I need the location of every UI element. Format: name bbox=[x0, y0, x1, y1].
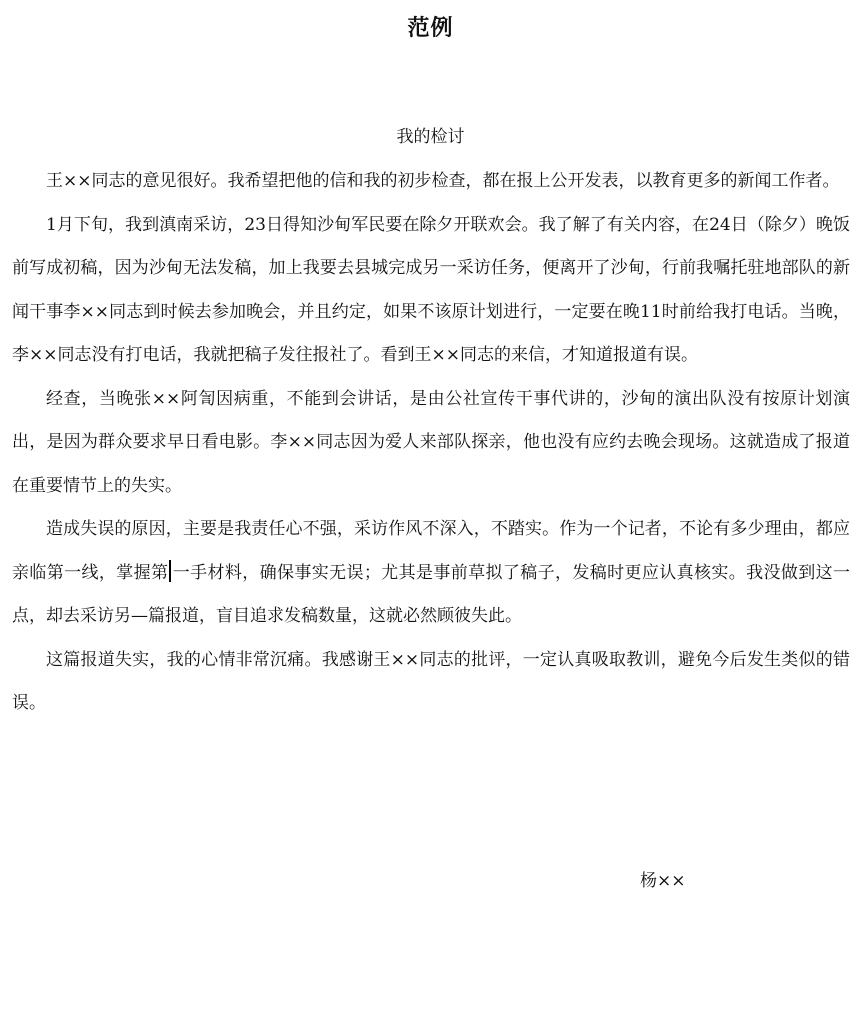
paragraph-4 bbox=[12, 508, 850, 639]
paragraph-3: 经查，当晚张××阿訇因病重，不能到会讲话，是由公社宣传干事代讲的，沙甸的演出队没有按原计划演出，是因为群众要求早日看电影。李××同志因为爱人来部队探亲，他也没有应约去晚会现场。这就造成了报道在重要情节上的失实。 bbox=[12, 388, 850, 496]
document-body[interactable] bbox=[12, 160, 850, 726]
paragraph-2: 1月下旬，我到滇南采访，23日得知沙甸军民要在除夕开联欢会。我了解了有关内容，在24日（除夕）晚饭前写成初稿，因为沙甸无法发稿，加上我要去县城完成另一采访任务，便离开了沙甸，行前我嘱托驻地部队的新闻干事李××同志到时候去参加晚会，并且约定，如果不该原计划进行，一定要在晚11时前给我打电话。当晚，李××同志没有打电话，我就把稿子发往报社了。看到王××同志的来信，才知道报道有误。 bbox=[12, 214, 850, 365]
paragraph-4-text-after-cursor: 一手材料，确保事实无误；尤其是事前草拟了稿子，发稿时更应认真核实。我没做到这一点，却去采访另—篇报道，盲目追求发稿数量，这就必然顾彼失此。 bbox=[12, 562, 850, 626]
paragraph-4-text-before-cursor: 造成失误的原因，主要是我责任心不强，采访作风不深入，不踏实。作为一个记者，不论有多少理由，都应亲临第一线，掌握第 bbox=[12, 519, 850, 583]
letter-title: 我的检讨 bbox=[396, 127, 465, 147]
paragraph-1: 王××同志的意见很好。我希望把他的信和我的初步检查，都在报上公开发表，以教育更多的新闻工作者。 bbox=[46, 171, 840, 191]
paragraph-5: 这篇报道失实，我的心情非常沉痛。我感谢王××同志的批评，一定认真吸取教训，避免今后发生类似的错误。 bbox=[12, 649, 850, 713]
page-title: 范例 bbox=[407, 15, 454, 41]
signature: 杨×× bbox=[640, 871, 686, 891]
